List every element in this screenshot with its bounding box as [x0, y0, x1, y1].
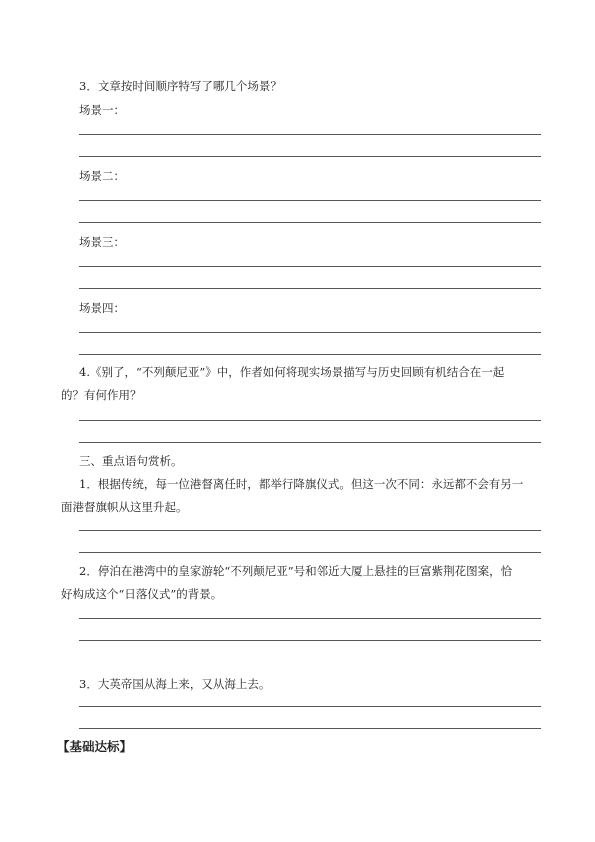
- answer-line: [79, 530, 541, 531]
- answer-line: [79, 640, 541, 641]
- item-3-line-1: 3．大英帝国从海上来，又从海上去。: [79, 677, 271, 691]
- item-2-line-1: 2．停泊在港湾中的皇家游轮“不列颠尼亚”号和邻近大厦上悬挂的巨富紫荆花图案，恰: [79, 564, 513, 578]
- item-1-line-2: 面港督旗帜从这里升起。: [61, 500, 188, 514]
- item-2-line-2: 好构成这个“日落仪式”的背景。: [61, 587, 223, 601]
- answer-line: [79, 332, 541, 333]
- answer-line: [79, 706, 541, 707]
- scene-4-label: 场景四：: [79, 301, 125, 315]
- answer-line: [79, 266, 541, 267]
- answer-line: [79, 200, 541, 201]
- scene-2-label: 场景二：: [79, 169, 125, 183]
- question-3-prompt: 3．文章按时间顺序特写了哪几个场景？: [79, 79, 282, 93]
- item-1-line-1: 1．根据传统，每一位港督离任时，都举行降旗仪式。但这一次不同：永远都不会有另一: [79, 477, 524, 491]
- scene-3-label: 场景三：: [79, 235, 125, 249]
- answer-line: [79, 728, 541, 729]
- answer-line: [79, 552, 541, 553]
- answer-line: [79, 618, 541, 619]
- answer-line: [79, 222, 541, 223]
- answer-line: [79, 156, 541, 157]
- answer-line: [79, 354, 541, 355]
- scene-1-label: 场景一：: [79, 103, 125, 117]
- section-3-title: 三、重点语句赏析。: [79, 454, 183, 468]
- question-4-line-1: 4.《别了，“不列颠尼亚”》中，作者如何将现实场景描写与历史回顾有机结合在一起: [79, 365, 505, 379]
- answer-line: [79, 442, 541, 443]
- basic-standard-heading: 【基础达标】: [57, 739, 133, 754]
- answer-line: [79, 420, 541, 421]
- answer-line: [79, 134, 541, 135]
- question-4-line-2: 的？有何作用？: [61, 388, 142, 402]
- answer-line: [79, 288, 541, 289]
